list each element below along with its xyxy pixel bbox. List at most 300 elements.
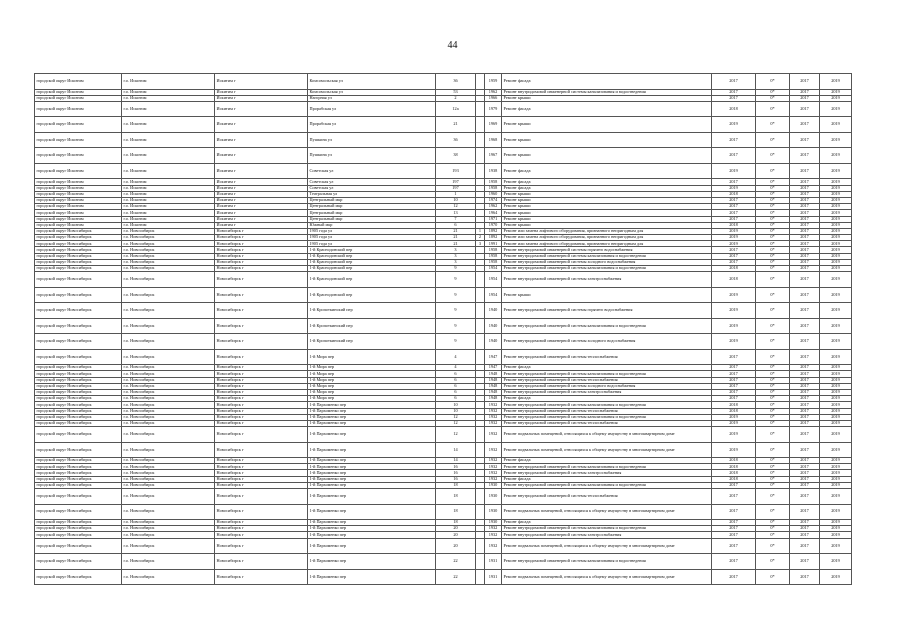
- build-year-cell: 1932: [485, 442, 502, 458]
- planned-year-cell: 2017: [712, 148, 756, 164]
- street-cell: 1-й Пархоменко пер: [308, 402, 436, 408]
- cost-cell: 0*: [756, 222, 790, 228]
- work-type-cell: Ремонт внутридомовой инженерной системы канализования и водоотведения: [502, 526, 712, 532]
- house-number-cell: 10: [436, 197, 476, 203]
- end-year-cell: 2019: [820, 538, 852, 554]
- settlement-cell: г.о. Новосибирск: [122, 334, 215, 350]
- street-cell: 1905 года ул: [308, 241, 436, 247]
- build-year-cell: 1969: [485, 117, 502, 133]
- settlement-cell: г.о. Новосибирск: [122, 420, 215, 426]
- house-number-cell: 12: [436, 427, 476, 443]
- cost-cell: 0*: [756, 216, 790, 222]
- city-cell: Искитим г: [215, 117, 308, 133]
- street-cell: 1-й Пархоменко пер: [308, 476, 436, 482]
- street-cell: 1-й Пархоменко пер: [308, 470, 436, 476]
- street-cell: 1-й Мира пер: [308, 365, 436, 371]
- work-type-cell: Ремонт внутридомовой инженерной системы электроснабжения: [502, 532, 712, 538]
- planned-year-cell: 2019: [712, 241, 756, 247]
- street-cell: Южный мкр: [308, 222, 436, 228]
- planned-year-cell: 2017: [712, 74, 756, 90]
- build-year-cell: 1930: [485, 520, 502, 526]
- municipality-cell: городской округ Новосибирск: [35, 526, 122, 532]
- city-cell: Новосибирск г: [215, 538, 308, 554]
- cost-cell: 0*: [756, 476, 790, 482]
- planned-year-cell: 2018: [712, 470, 756, 476]
- table-row: [35, 148, 852, 164]
- table-row: [35, 349, 852, 365]
- municipality-cell: городской округ Искитим: [35, 132, 122, 148]
- house-number-cell: 14: [436, 458, 476, 464]
- settlement-cell: г.о. Искитим: [122, 210, 215, 216]
- settlement-cell: г.о. Новосибирск: [122, 396, 215, 402]
- planned-year-cell: 2017: [712, 197, 756, 203]
- settlement-cell: г.о. Новосибирск: [122, 408, 215, 414]
- street-cell: 1-й Мира пер: [308, 389, 436, 395]
- city-cell: Новосибирск г: [215, 389, 308, 395]
- city-cell: Новосибирск г: [215, 259, 308, 265]
- house-number-cell: 7: [436, 216, 476, 222]
- table-body: [35, 74, 852, 585]
- end-year-cell: 2019: [820, 420, 852, 426]
- build-year-cell: 1974: [485, 197, 502, 203]
- work-type-cell: Ремонт внутридомовой инженерной системы горячего водоснабжения: [502, 247, 712, 253]
- house-number-cell: 14: [436, 442, 476, 458]
- settlement-cell: г.о. Новосибирск: [122, 538, 215, 554]
- work-type-cell: Ремонт внутридомовой инженерной системы канализования и водоотведения: [502, 318, 712, 334]
- street-cell: 1-й Кропоткинский пер: [308, 334, 436, 350]
- cost-cell: 0*: [756, 303, 790, 319]
- city-cell: Новосибирск г: [215, 272, 308, 288]
- building-cell: [476, 334, 485, 350]
- end-year-cell: 2019: [820, 526, 852, 532]
- city-cell: Новосибирск г: [215, 554, 308, 570]
- municipality-cell: городской округ Новосибирск: [35, 569, 122, 585]
- cost-cell: 0*: [756, 191, 790, 197]
- start-year-cell: 2017: [790, 520, 820, 526]
- start-year-cell: 2017: [790, 489, 820, 505]
- work-type-cell: Ремонт внутридомовой инженерной системы электроснабжения: [502, 470, 712, 476]
- planned-year-cell: 2017: [712, 132, 756, 148]
- cost-cell: 0*: [756, 318, 790, 334]
- city-cell: Новосибирск г: [215, 470, 308, 476]
- end-year-cell: 2019: [820, 191, 852, 197]
- build-year-cell: 1948: [485, 396, 502, 402]
- street-cell: Прорабская ул: [308, 101, 436, 117]
- city-cell: Новосибирск г: [215, 349, 308, 365]
- house-number-cell: 1: [436, 191, 476, 197]
- start-year-cell: 2017: [790, 163, 820, 179]
- municipality-cell: городской округ Новосибирск: [35, 396, 122, 402]
- cost-cell: 0*: [756, 526, 790, 532]
- city-cell: Новосибирск г: [215, 253, 308, 259]
- work-type-cell: Ремонт фасада: [502, 476, 712, 482]
- end-year-cell: 2019: [820, 334, 852, 350]
- work-type-cell: Ремонт внутридомовой инженерной системы холодного водоснабжения: [502, 383, 712, 389]
- start-year-cell: 2017: [790, 458, 820, 464]
- building-cell: [476, 504, 485, 520]
- municipality-cell: городской округ Новосибирск: [35, 489, 122, 505]
- planned-year-cell: 2018: [712, 101, 756, 117]
- municipality-cell: городской округ Новосибирск: [35, 464, 122, 470]
- municipality-cell: городской округ Искитим: [35, 117, 122, 133]
- end-year-cell: 2019: [820, 95, 852, 101]
- planned-year-cell: 2018: [712, 266, 756, 272]
- build-year-cell: 1948: [485, 371, 502, 377]
- municipality-cell: городской округ Искитим: [35, 204, 122, 210]
- settlement-cell: г.о. Новосибирск: [122, 303, 215, 319]
- municipality-cell: городской округ Искитим: [35, 210, 122, 216]
- end-year-cell: 2019: [820, 482, 852, 488]
- cost-cell: 0*: [756, 117, 790, 133]
- building-cell: [476, 489, 485, 505]
- street-cell: 1-й Пархоменко пер: [308, 489, 436, 505]
- street-cell: Комсомольская ул: [308, 89, 436, 95]
- city-cell: Новосибирск г: [215, 482, 308, 488]
- city-cell: Новосибирск г: [215, 402, 308, 408]
- end-year-cell: 2019: [820, 235, 852, 241]
- start-year-cell: 2017: [790, 383, 820, 389]
- city-cell: Искитим г: [215, 185, 308, 191]
- planned-year-cell: 2017: [712, 371, 756, 377]
- end-year-cell: 2019: [820, 101, 852, 117]
- planned-year-cell: 2019: [712, 235, 756, 241]
- settlement-cell: г.о. Новосибирск: [122, 526, 215, 532]
- municipality-cell: городской округ Новосибирск: [35, 420, 122, 426]
- house-number-cell: 36: [436, 74, 476, 90]
- house-number-cell: 12: [436, 204, 476, 210]
- end-year-cell: 2019: [820, 204, 852, 210]
- settlement-cell: г.о. Новосибирск: [122, 520, 215, 526]
- city-cell: Новосибирск г: [215, 377, 308, 383]
- street-cell: 1-й Краснодонский пер: [308, 287, 436, 303]
- planned-year-cell: 2019: [712, 228, 756, 234]
- city-cell: Новосибирск г: [215, 489, 308, 505]
- settlement-cell: г.о. Искитим: [122, 191, 215, 197]
- start-year-cell: 2017: [790, 504, 820, 520]
- cost-cell: 0*: [756, 132, 790, 148]
- build-year-cell: 1932: [485, 408, 502, 414]
- house-number-cell: 12: [436, 420, 476, 426]
- end-year-cell: 2019: [820, 179, 852, 185]
- build-year-cell: 1958: [485, 259, 502, 265]
- municipality-cell: городской округ Новосибирск: [35, 414, 122, 420]
- start-year-cell: 2017: [790, 532, 820, 538]
- house-number-cell: 16: [436, 470, 476, 476]
- cost-cell: 0*: [756, 569, 790, 585]
- building-cell: [476, 318, 485, 334]
- end-year-cell: 2019: [820, 476, 852, 482]
- street-cell: 1-й Пархоменко пер: [308, 554, 436, 570]
- municipality-cell: городской округ Новосибирск: [35, 442, 122, 458]
- start-year-cell: 2017: [790, 303, 820, 319]
- building-cell: [476, 117, 485, 133]
- house-number-cell: 6: [436, 389, 476, 395]
- work-type-cell: Ремонт внутридомовой инженерной системы канализования и водоотведения: [502, 371, 712, 377]
- build-year-cell: 1932: [485, 532, 502, 538]
- work-type-cell: Ремонт крыши: [502, 95, 712, 101]
- cost-cell: 0*: [756, 554, 790, 570]
- settlement-cell: г.о. Новосибирск: [122, 569, 215, 585]
- settlement-cell: г.о. Новосибирск: [122, 482, 215, 488]
- municipality-cell: городской округ Новосибирск: [35, 504, 122, 520]
- work-type-cell: Ремонт или замена лифтового оборудования, признанного непригодным для: [502, 241, 712, 247]
- build-year-cell: 1931: [485, 569, 502, 585]
- build-year-cell: 1932: [485, 470, 502, 476]
- settlement-cell: г.о. Новосибирск: [122, 241, 215, 247]
- table-row: [35, 334, 852, 350]
- table-row: [35, 74, 852, 90]
- municipality-cell: городской округ Искитим: [35, 74, 122, 90]
- planned-year-cell: 2019: [712, 287, 756, 303]
- settlement-cell: г.о. Искитим: [122, 216, 215, 222]
- city-cell: Новосибирск г: [215, 569, 308, 585]
- build-year-cell: 1958: [485, 253, 502, 259]
- street-cell: 1-й Кропоткинский пер: [308, 303, 436, 319]
- start-year-cell: 2017: [790, 377, 820, 383]
- city-cell: Искитим г: [215, 163, 308, 179]
- end-year-cell: 2019: [820, 272, 852, 288]
- work-type-cell: Ремонт внутридомовой инженерной системы канализования и водоотведения: [502, 402, 712, 408]
- street-cell: Пушкина ул: [308, 132, 436, 148]
- cost-cell: 0*: [756, 371, 790, 377]
- street-cell: 1-й Пархоменко пер: [308, 569, 436, 585]
- planned-year-cell: 2019: [712, 442, 756, 458]
- end-year-cell: 2019: [820, 408, 852, 414]
- building-cell: [476, 74, 485, 90]
- planned-year-cell: 2017: [712, 253, 756, 259]
- cost-cell: 0*: [756, 163, 790, 179]
- cost-cell: 0*: [756, 185, 790, 191]
- end-year-cell: 2019: [820, 554, 852, 570]
- cost-cell: 0*: [756, 538, 790, 554]
- cost-cell: 0*: [756, 470, 790, 476]
- build-year-cell: 1932: [485, 464, 502, 470]
- city-cell: Новосибирск г: [215, 396, 308, 402]
- house-number-cell: 9: [436, 287, 476, 303]
- start-year-cell: 2017: [790, 228, 820, 234]
- build-year-cell: 1960: [485, 191, 502, 197]
- start-year-cell: 2017: [790, 117, 820, 133]
- street-cell: Советская ул: [308, 185, 436, 191]
- settlement-cell: г.о. Новосибирск: [122, 253, 215, 259]
- end-year-cell: 2019: [820, 253, 852, 259]
- settlement-cell: г.о. Новосибирск: [122, 287, 215, 303]
- work-type-cell: Ремонт подвальных помещений, относящихся к общему имуществу в многоквартирном доме: [502, 504, 712, 520]
- start-year-cell: 2017: [790, 408, 820, 414]
- cost-cell: 0*: [756, 464, 790, 470]
- start-year-cell: 2017: [790, 334, 820, 350]
- street-cell: 1-й Краснодонский пер: [308, 253, 436, 259]
- settlement-cell: г.о. Новосибирск: [122, 235, 215, 241]
- house-number-cell: 20: [436, 532, 476, 538]
- municipality-cell: городской округ Новосибирск: [35, 349, 122, 365]
- settlement-cell: г.о. Новосибирск: [122, 365, 215, 371]
- build-year-cell: 1930: [485, 489, 502, 505]
- municipality-cell: городской округ Новосибирск: [35, 554, 122, 570]
- city-cell: Новосибирск г: [215, 458, 308, 464]
- work-type-cell: Ремонт внутридомовой инженерной системы теплоснабжения: [502, 377, 712, 383]
- table-row: [35, 117, 852, 133]
- municipality-cell: городской округ Новосибирск: [35, 287, 122, 303]
- settlement-cell: г.о. Искитим: [122, 185, 215, 191]
- cost-cell: 0*: [756, 349, 790, 365]
- building-cell: 2: [476, 235, 485, 241]
- street-cell: Пушкина ул: [308, 148, 436, 164]
- work-type-cell: Ремонт внутридомовой инженерной системы теплоснабжения: [502, 349, 712, 365]
- build-year-cell: 1954: [485, 266, 502, 272]
- build-year-cell: 1962: [485, 204, 502, 210]
- cost-cell: 0*: [756, 89, 790, 95]
- street-cell: Театральная ул: [308, 191, 436, 197]
- end-year-cell: 2019: [820, 266, 852, 272]
- street-cell: 1-й Пархоменко пер: [308, 526, 436, 532]
- start-year-cell: 2017: [790, 247, 820, 253]
- end-year-cell: 2019: [820, 287, 852, 303]
- start-year-cell: 2017: [790, 197, 820, 203]
- planned-year-cell: 2017: [712, 383, 756, 389]
- end-year-cell: 2019: [820, 185, 852, 191]
- city-cell: Новосибирск г: [215, 365, 308, 371]
- settlement-cell: г.о. Новосибирск: [122, 532, 215, 538]
- settlement-cell: г.о. Искитим: [122, 132, 215, 148]
- start-year-cell: 2017: [790, 287, 820, 303]
- settlement-cell: г.о. Новосибирск: [122, 371, 215, 377]
- municipality-cell: городской округ Новосибирск: [35, 377, 122, 383]
- build-year-cell: 1958: [485, 247, 502, 253]
- planned-year-cell: 2018: [712, 272, 756, 288]
- building-cell: [476, 538, 485, 554]
- table-row: [35, 318, 852, 334]
- start-year-cell: 2017: [790, 396, 820, 402]
- settlement-cell: г.о. Искитим: [122, 179, 215, 185]
- municipality-cell: городской округ Искитим: [35, 197, 122, 203]
- municipality-cell: городской округ Новосибирск: [35, 272, 122, 288]
- city-cell: Искитим г: [215, 191, 308, 197]
- work-type-cell: Ремонт подвальных помещений, относящихся к общему имуществу в многоквартирном доме: [502, 569, 712, 585]
- municipality-cell: городской округ Новосибирск: [35, 303, 122, 319]
- work-type-cell: Ремонт или замена лифтового оборудования, признанного непригодным для: [502, 235, 712, 241]
- work-type-cell: Ремонт крыши: [502, 117, 712, 133]
- table-row: [35, 303, 852, 319]
- street-cell: Нагорная ул: [308, 95, 436, 101]
- cost-cell: 0*: [756, 74, 790, 90]
- table-row: [35, 504, 852, 520]
- work-type-cell: Ремонт крыши: [502, 287, 712, 303]
- street-cell: Центральный мкр: [308, 210, 436, 216]
- settlement-cell: г.о. Новосибирск: [122, 259, 215, 265]
- cost-cell: 0*: [756, 241, 790, 247]
- start-year-cell: 2017: [790, 464, 820, 470]
- build-year-cell: 1954: [485, 287, 502, 303]
- planned-year-cell: 2017: [712, 504, 756, 520]
- street-cell: 1-й Мира пер: [308, 349, 436, 365]
- build-year-cell: 1940: [485, 334, 502, 350]
- house-number-cell: 9: [436, 266, 476, 272]
- street-cell: 1-й Мира пер: [308, 383, 436, 389]
- work-type-cell: Ремонт внутридомовой инженерной системы канализования и водоотведения: [502, 266, 712, 272]
- house-number-cell: 16: [436, 464, 476, 470]
- house-number-cell: 6: [436, 396, 476, 402]
- planned-year-cell: 2017: [712, 204, 756, 210]
- planned-year-cell: 2017: [712, 554, 756, 570]
- planned-year-cell: 2018: [712, 222, 756, 228]
- house-number-cell: 38: [436, 148, 476, 164]
- settlement-cell: г.о. Новосибирск: [122, 458, 215, 464]
- municipality-cell: городской округ Новосибирск: [35, 532, 122, 538]
- street-cell: 1-й Краснодонский пер: [308, 272, 436, 288]
- house-number-cell: 10: [436, 402, 476, 408]
- planned-year-cell: 2017: [712, 526, 756, 532]
- municipality-cell: городской округ Искитим: [35, 95, 122, 101]
- municipality-cell: городской округ Новосибирск: [35, 482, 122, 488]
- start-year-cell: 2017: [790, 101, 820, 117]
- settlement-cell: г.о. Искитим: [122, 117, 215, 133]
- settlement-cell: г.о. Новосибирск: [122, 389, 215, 395]
- city-cell: Искитим г: [215, 210, 308, 216]
- build-year-cell: 1892: [485, 235, 502, 241]
- street-cell: 1-й Пархоменко пер: [308, 482, 436, 488]
- settlement-cell: г.о. Искитим: [122, 101, 215, 117]
- cost-cell: 0*: [756, 408, 790, 414]
- end-year-cell: 2019: [820, 377, 852, 383]
- municipality-cell: городской округ Новосибирск: [35, 365, 122, 371]
- street-cell: 1-й Пархоменко пер: [308, 520, 436, 526]
- street-cell: Советская ул: [308, 163, 436, 179]
- start-year-cell: 2017: [790, 185, 820, 191]
- planned-year-cell: 2019: [712, 414, 756, 420]
- building-cell: [476, 303, 485, 319]
- settlement-cell: г.о. Новосибирск: [122, 470, 215, 476]
- work-type-cell: Ремонт фасада: [502, 179, 712, 185]
- build-year-cell: 1932: [485, 476, 502, 482]
- cost-cell: 0*: [756, 179, 790, 185]
- municipality-cell: городской округ Искитим: [35, 89, 122, 95]
- house-number-cell: 36: [436, 132, 476, 148]
- house-number-cell: 18: [436, 504, 476, 520]
- cost-cell: 0*: [756, 210, 790, 216]
- settlement-cell: г.о. Новосибирск: [122, 383, 215, 389]
- planned-year-cell: 2017: [712, 489, 756, 505]
- end-year-cell: 2019: [820, 216, 852, 222]
- start-year-cell: 2017: [790, 216, 820, 222]
- cost-cell: 0*: [756, 420, 790, 426]
- building-cell: [476, 427, 485, 443]
- cost-cell: 0*: [756, 396, 790, 402]
- planned-year-cell: 2019: [712, 318, 756, 334]
- house-number-cell: 22: [436, 554, 476, 570]
- start-year-cell: 2017: [790, 241, 820, 247]
- end-year-cell: 2019: [820, 489, 852, 505]
- settlement-cell: г.о. Новосибирск: [122, 464, 215, 470]
- street-cell: 1905 года ул: [308, 228, 436, 234]
- house-number-cell: 12а: [436, 101, 476, 117]
- work-type-cell: Ремонт внутридомовой инженерной системы электроснабжения: [502, 272, 712, 288]
- cost-cell: 0*: [756, 482, 790, 488]
- city-cell: Новосибирск г: [215, 520, 308, 526]
- cost-cell: 0*: [756, 365, 790, 371]
- settlement-cell: г.о. Новосибирск: [122, 247, 215, 253]
- cost-cell: 0*: [756, 287, 790, 303]
- city-cell: Новосибирск г: [215, 504, 308, 520]
- planned-year-cell: 2017: [712, 520, 756, 526]
- street-cell: 1-й Мира пер: [308, 377, 436, 383]
- end-year-cell: 2019: [820, 163, 852, 179]
- city-cell: Искитим г: [215, 179, 308, 185]
- municipality-cell: городской округ Искитим: [35, 185, 122, 191]
- city-cell: Искитим г: [215, 101, 308, 117]
- street-cell: 1-й Пархоменко пер: [308, 504, 436, 520]
- start-year-cell: 2017: [790, 191, 820, 197]
